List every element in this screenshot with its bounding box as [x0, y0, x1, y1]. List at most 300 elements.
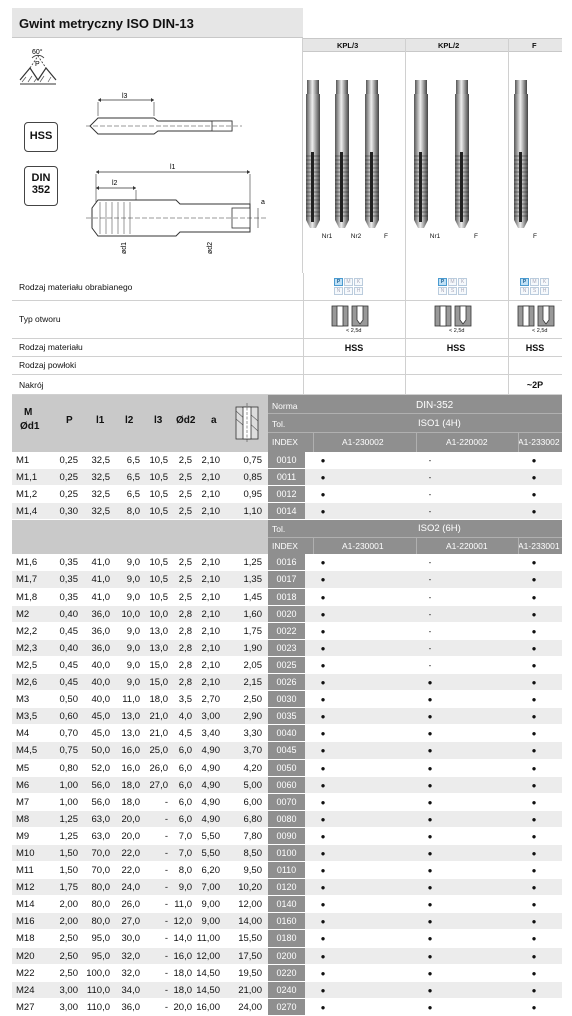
availability-mark: ●: [320, 507, 326, 517]
cell-value: 2,10: [201, 557, 220, 569]
cell-value: 20,0: [121, 813, 140, 825]
cell-index: 0023: [268, 640, 305, 656]
cell-value: 16,0: [121, 762, 140, 774]
cell-index: 0240: [268, 982, 305, 998]
cell-value: 6,80: [243, 813, 262, 825]
availability-mark: ●: [531, 746, 537, 756]
cell-value: 16,0: [173, 950, 192, 962]
cell-value: 0,35: [59, 557, 78, 569]
availability-mark: ●: [531, 626, 537, 636]
cell-value: 24,00: [238, 1001, 262, 1013]
cell-value: 3,30: [243, 728, 262, 740]
cell-value: -: [164, 830, 168, 842]
cell-index: 0070: [268, 794, 305, 810]
size-table: [12, 395, 562, 1016]
cell-value: 16,00: [196, 1001, 220, 1013]
set-columns-header: [303, 38, 562, 52]
cell-size: M4,5: [16, 745, 38, 757]
cell-value: 9,0: [126, 642, 140, 654]
cell-index: 0180: [268, 930, 305, 946]
cell-index: 0060: [268, 777, 305, 793]
cell-value: 9,0: [126, 591, 140, 603]
cell-value: 2,5: [178, 557, 192, 569]
cell-value: 52,0: [91, 762, 110, 774]
availability-mark: ●: [531, 729, 537, 739]
header-d1: Ød1: [20, 421, 40, 432]
availability-mark: ●: [427, 763, 433, 773]
header-l2: l2: [125, 415, 134, 426]
tol-label: Tol.: [272, 524, 286, 535]
availability-mark: ●: [320, 831, 326, 841]
tap-image: [333, 80, 351, 228]
group2-header: [12, 520, 562, 554]
availability-mark: -: [428, 592, 432, 602]
cell-value: 0,30: [59, 506, 78, 518]
availability-mark: ●: [320, 473, 326, 483]
index-code: A1-230001: [342, 541, 384, 552]
cell-index: 0220: [268, 965, 305, 981]
table-row: [12, 640, 562, 657]
availability-mark: ●: [427, 951, 433, 961]
cell-value: 2,50: [59, 933, 78, 945]
material-grid: P M K N S H: [438, 278, 468, 296]
cell-size: M1,6: [16, 557, 38, 569]
availability-mark: ●: [320, 797, 326, 807]
cell-value: 2,8: [178, 625, 192, 637]
cell-value: 95,0: [91, 933, 110, 945]
availability-mark: ●: [427, 1002, 433, 1012]
cell-value: 3,70: [243, 745, 262, 757]
availability-mark: ●: [531, 917, 537, 927]
cell-value: 20,0: [121, 830, 140, 842]
cell-value: 0,75: [243, 455, 262, 466]
cell-value: 0,60: [59, 711, 78, 723]
availability-mark: ●: [531, 473, 537, 483]
cell-value: 0,25: [59, 489, 78, 501]
availability-mark: ●: [531, 968, 537, 978]
cell-value: 9,0: [126, 677, 140, 689]
tap-label: Nr1: [429, 233, 441, 240]
cell-value: 6,0: [178, 779, 192, 791]
availability-mark: ●: [320, 643, 326, 653]
cell-size: M9: [16, 830, 30, 842]
cell-size: M24: [16, 984, 35, 996]
availability-mark: ●: [320, 729, 326, 739]
cell-size: M10: [16, 847, 35, 859]
cell-value: 1,50: [59, 847, 78, 859]
cell-value: 80,0: [91, 882, 110, 894]
cell-index: 0016: [268, 554, 305, 570]
availability-mark: ●: [320, 917, 326, 927]
cell-size: M2,6: [16, 677, 38, 689]
cell-value: 2,5: [178, 591, 192, 603]
cell-value: 27,0: [121, 916, 140, 928]
cell-index: 0035: [268, 708, 305, 724]
table-row: [12, 469, 562, 486]
availability-mark: -: [428, 660, 432, 670]
index-label: INDEX: [272, 541, 298, 552]
cell-index: 0026: [268, 674, 305, 690]
availability-mark: ●: [320, 934, 326, 944]
hss-badge: HSS: [24, 122, 58, 152]
cell-value: 1,25: [59, 830, 78, 842]
cell-index: 0014: [268, 503, 305, 519]
cell-value: 56,0: [91, 796, 110, 808]
cell-value: -: [164, 984, 168, 996]
table-row: [12, 999, 562, 1016]
cell-value: 4,90: [201, 762, 220, 774]
availability-mark: ●: [427, 968, 433, 978]
cell-value: 1,10: [243, 506, 262, 518]
cell-size: M14: [16, 899, 35, 911]
cell-value: 2,90: [243, 711, 262, 723]
cell-value: 17,50: [238, 950, 262, 962]
availability-mark: ●: [320, 780, 326, 790]
cell-value: 2,00: [59, 899, 78, 911]
cell-size: M1,4: [16, 506, 38, 518]
cell-value: -: [164, 1001, 168, 1013]
availability-mark: ●: [531, 507, 537, 517]
cell-size: M12: [16, 882, 35, 894]
cell-value: 10,5: [149, 557, 168, 569]
din-badge-line2: 352: [31, 184, 51, 196]
cell-size: M2,5: [16, 659, 38, 671]
availability-mark: ●: [427, 831, 433, 841]
availability-mark: ●: [427, 729, 433, 739]
availability-mark: ●: [427, 883, 433, 893]
table-row: [12, 948, 562, 965]
dim-l1: l1: [170, 164, 176, 171]
availability-mark: ●: [320, 712, 326, 722]
cell-value: 32,5: [91, 472, 110, 484]
table-row: [12, 965, 562, 982]
cell-value: 24,0: [121, 882, 140, 894]
cell-value: 10,5: [149, 574, 168, 586]
cell-value: 18,0: [121, 779, 140, 791]
cell-index: 0100: [268, 845, 305, 861]
norma-band: [268, 395, 562, 452]
header-d2: Ød2: [176, 415, 196, 426]
cell-index: 0030: [268, 691, 305, 707]
table-row: [12, 760, 562, 777]
cell-value: 30,0: [121, 933, 140, 945]
cell-value: 5,00: [243, 779, 262, 791]
cell-value: 5,50: [201, 830, 220, 842]
cell-value: 26,0: [121, 899, 140, 911]
cell-value: 34,0: [121, 984, 140, 996]
pitch-label: P: [35, 61, 40, 68]
table-row: [12, 708, 562, 725]
cell-value: 1,25: [59, 813, 78, 825]
cell-value: 32,0: [121, 950, 140, 962]
availability-mark: -: [428, 558, 432, 568]
availability-mark: ●: [427, 678, 433, 688]
tap-label: F: [474, 233, 478, 240]
cell-size: M1,1: [16, 472, 38, 484]
tap-image: [512, 80, 530, 228]
cell-value: 10,0: [149, 608, 168, 620]
availability-mark: -: [428, 626, 432, 636]
availability-mark: ●: [531, 575, 537, 585]
table-row: [12, 862, 562, 879]
cell-value: 10,0: [121, 608, 140, 620]
hole-type-icon: [433, 304, 473, 336]
cell-value: 9,0: [126, 557, 140, 569]
availability-mark: ●: [320, 558, 326, 568]
cell-value: 45,0: [91, 728, 110, 740]
table-row: [12, 657, 562, 674]
tap-image: [453, 80, 471, 228]
cell-value: 13,0: [121, 711, 140, 723]
cell-value: 12,00: [196, 950, 220, 962]
cell-value: 2,5: [178, 574, 192, 586]
cell-value: 16,0: [121, 745, 140, 757]
availability-mark: ●: [427, 797, 433, 807]
cell-size: M7: [16, 796, 30, 808]
cell-value: 32,5: [91, 489, 110, 501]
availability-mark: ●: [427, 917, 433, 927]
cell-value: 0,25: [59, 455, 78, 466]
page-title: Gwint metryczny ISO DIN-13: [19, 16, 194, 31]
cell-value: 18,0: [173, 984, 192, 996]
cell-value: 50,0: [91, 745, 110, 757]
cell-value: 0,50: [59, 694, 78, 706]
cell-size: M18: [16, 933, 35, 945]
availability-mark: ●: [531, 763, 537, 773]
cell-size: M20: [16, 950, 35, 962]
cell-value: 2,50: [243, 694, 262, 706]
cell-value: 10,5: [149, 489, 168, 501]
cell-value: 41,0: [91, 591, 110, 603]
cell-value: 2,10: [201, 455, 220, 466]
availability-mark: ●: [427, 866, 433, 876]
column-f: F: [532, 41, 537, 50]
cell-value: 2,8: [178, 659, 192, 671]
cell-index: 0270: [268, 999, 305, 1015]
table-row: [12, 845, 562, 862]
column-separator: [508, 38, 509, 273]
availability-mark: ●: [320, 763, 326, 773]
table-row: [12, 725, 562, 742]
cell-index: 0022: [268, 623, 305, 639]
cell-value: 0,45: [59, 677, 78, 689]
index-code: A1-220001: [446, 541, 488, 552]
availability-mark: ●: [531, 643, 537, 653]
cell-value: 0,70: [59, 728, 78, 740]
cell-value: 18,0: [149, 694, 168, 706]
hole-type-icon: [330, 304, 370, 336]
hole-note: < 2,5d: [346, 328, 362, 334]
cell-value: 41,0: [91, 557, 110, 569]
cell-value: 6,0: [178, 762, 192, 774]
cell-value: 63,0: [91, 813, 110, 825]
thread-profile-icon: [18, 46, 58, 86]
cell-index: 0025: [268, 657, 305, 673]
hole-note: < 2,5d: [449, 328, 465, 334]
cell-value: 36,0: [91, 625, 110, 637]
table-row: [12, 691, 562, 708]
tool-material-value: HSS: [344, 343, 364, 353]
cell-value: 14,0: [173, 933, 192, 945]
cell-index: 0050: [268, 760, 305, 776]
table-row: [12, 742, 562, 759]
cell-value: 8,0: [126, 506, 140, 518]
availability-mark: -: [428, 507, 432, 517]
column-kpl2: KPL/2: [438, 41, 460, 50]
cell-value: 1,90: [243, 642, 262, 654]
cell-index: 0017: [268, 571, 305, 587]
coating-label: Rodzaj powłoki: [19, 360, 77, 370]
cell-value: 1,75: [59, 882, 78, 894]
cell-value: -: [164, 950, 168, 962]
cell-value: 19,50: [238, 967, 262, 979]
cell-value: 27,0: [149, 779, 168, 791]
hole-type-label: Typ otworu: [19, 314, 61, 324]
dim-l3-top: l3: [122, 93, 128, 100]
index-code: A1-230002: [342, 437, 384, 447]
cell-value: 4,90: [201, 779, 220, 791]
cell-value: -: [164, 967, 168, 979]
cell-value: -: [164, 813, 168, 825]
cell-value: 26,0: [149, 762, 168, 774]
availability-mark: ●: [531, 848, 537, 858]
cell-value: 3,00: [201, 711, 220, 723]
cell-value: 110,0: [86, 984, 110, 996]
cell-value: 11,0: [122, 694, 140, 706]
cell-value: 2,10: [201, 506, 220, 518]
availability-mark: ●: [320, 490, 326, 500]
title-bar: [12, 8, 303, 38]
cell-value: 2,10: [201, 677, 220, 689]
cut-value: ~2P: [526, 380, 544, 390]
cell-value: 15,0: [149, 659, 168, 671]
availability-mark: ●: [320, 575, 326, 585]
availability-mark: -: [428, 456, 432, 465]
cell-index: 0020: [268, 606, 305, 622]
cell-value: 2,50: [59, 967, 78, 979]
cell-value: -: [164, 847, 168, 859]
cell-index: 0012: [268, 486, 305, 502]
cell-size: M2,3: [16, 642, 38, 654]
cell-value: 6,0: [178, 796, 192, 808]
cell-value: 100,0: [86, 967, 110, 979]
cell-value: 6,20: [201, 865, 220, 877]
availability-mark: ●: [320, 900, 326, 910]
availability-mark: ●: [531, 883, 537, 893]
availability-mark: ●: [320, 968, 326, 978]
index-code: A1-233002: [518, 437, 560, 447]
header-l3: l3: [154, 415, 163, 426]
cell-value: -: [164, 882, 168, 894]
availability-mark: ●: [531, 831, 537, 841]
cell-value: 7,0: [178, 830, 192, 842]
cell-size: M1,8: [16, 591, 38, 603]
cell-value: 21,00: [238, 984, 262, 996]
cell-value: 22,0: [121, 865, 140, 877]
cell-value: 40,0: [91, 659, 110, 671]
cell-index: 0011: [268, 469, 305, 485]
cell-value: 9,0: [126, 625, 140, 637]
cell-value: 2,10: [201, 489, 220, 501]
cell-value: 2,10: [201, 642, 220, 654]
cell-value: 22,0: [121, 847, 140, 859]
cell-index: 0200: [268, 948, 305, 964]
availability-mark: ●: [427, 900, 433, 910]
cell-size: M8: [16, 813, 30, 825]
cell-value: 41,0: [91, 574, 110, 586]
coating-row: [12, 357, 562, 375]
cell-value: 6,5: [126, 472, 140, 484]
availability-mark: ●: [320, 609, 326, 619]
dim-d2: ød2: [207, 241, 214, 254]
cell-value: 0,25: [59, 472, 78, 484]
cell-value: 10,5: [149, 591, 168, 603]
tol-label: Tol.: [272, 419, 286, 429]
cell-value: 95,0: [91, 950, 110, 962]
cell-index: 0120: [268, 879, 305, 895]
norma-value: DIN-352: [416, 400, 454, 411]
availability-mark: ●: [427, 814, 433, 824]
cell-value: 12,00: [238, 899, 262, 911]
availability-mark: ●: [320, 951, 326, 961]
countersink-icon: [232, 401, 262, 445]
cell-value: 2,10: [201, 625, 220, 637]
cell-size: M1,2: [16, 489, 38, 501]
cell-value: 80,0: [91, 899, 110, 911]
cell-size: M16: [16, 916, 35, 928]
cell-index: 0090: [268, 828, 305, 844]
cell-size: M1,7: [16, 574, 38, 586]
cell-value: 2,10: [201, 659, 220, 671]
availability-mark: ●: [320, 866, 326, 876]
cell-index: 0080: [268, 811, 305, 827]
tool-material-value: HSS: [525, 343, 545, 353]
cell-value: 36,0: [91, 642, 110, 654]
cell-value: 13,0: [121, 728, 140, 740]
availability-mark: ●: [320, 456, 326, 465]
hole-type-row: [12, 301, 562, 339]
availability-mark: ●: [320, 678, 326, 688]
tap-drawing-short: [82, 88, 252, 138]
cell-value: 6,5: [126, 455, 140, 466]
dim-d1: ød1: [121, 241, 128, 254]
cell-value: 32,5: [91, 506, 110, 518]
cell-value: 14,50: [196, 967, 220, 979]
cell-value: 6,5: [126, 489, 140, 501]
cell-value: 3,00: [59, 1001, 78, 1013]
cell-value: 1,60: [243, 608, 262, 620]
cell-value: 0,85: [243, 472, 262, 484]
cell-value: 70,0: [91, 865, 110, 877]
cell-value: 13,0: [149, 625, 168, 637]
column-kpl3: KPL/3: [337, 41, 359, 50]
cell-value: 1,50: [59, 865, 78, 877]
cell-value: 2,10: [201, 472, 220, 484]
cell-value: 0,45: [59, 659, 78, 671]
cell-value: 6,0: [178, 813, 192, 825]
cell-value: 70,0: [91, 847, 110, 859]
cell-value: -: [164, 899, 168, 911]
cell-index: 0160: [268, 913, 305, 929]
tool-material-row: [12, 339, 562, 357]
cell-value: 7,0: [178, 847, 192, 859]
availability-mark: ●: [531, 1002, 537, 1012]
table-header: [12, 395, 562, 452]
cell-value: 2,10: [201, 591, 220, 603]
availability-mark: -: [428, 575, 432, 585]
tol-band: [268, 520, 562, 554]
cell-value: 1,00: [59, 779, 78, 791]
